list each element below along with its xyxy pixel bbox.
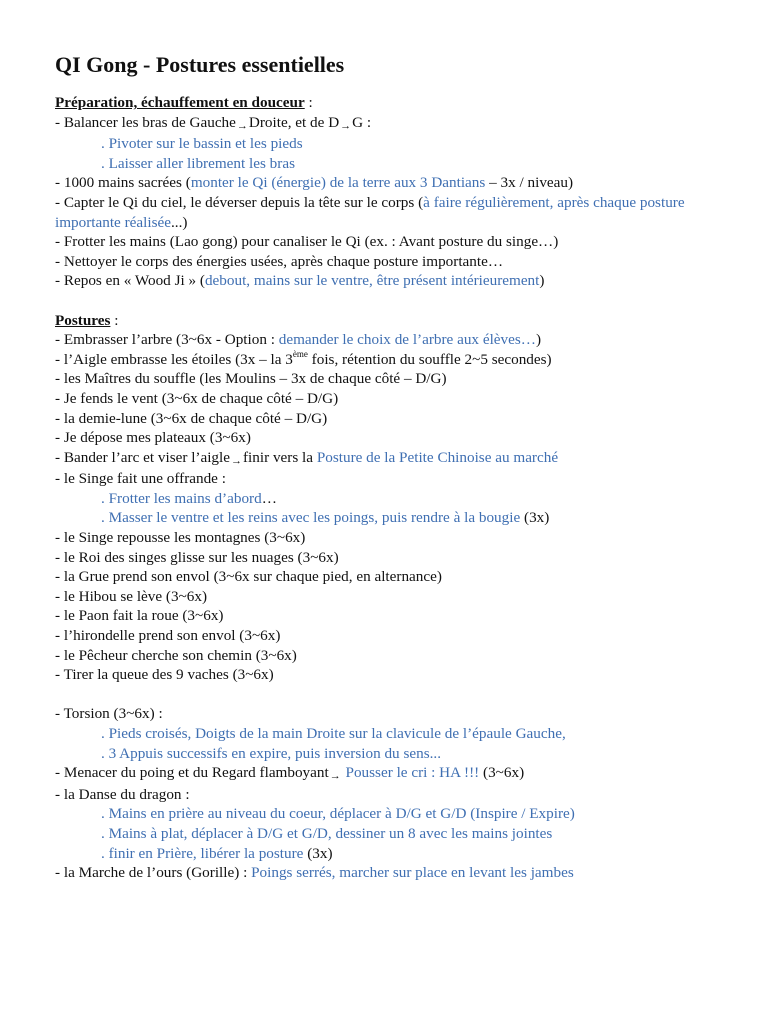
list-item: - le Roi des singes glisse sur les nuages (3~6x) bbox=[55, 548, 339, 566]
list-item: - 1000 mains sacrées (monter le Qi (énergie) de la terre aux 3 Dantians – 3x / niveau) bbox=[55, 174, 574, 192]
list-item: - Bander l’arc et viser l’aigle→finir vers la Posture de la Petite Chinoise au marché bbox=[55, 448, 559, 467]
list-item: - Nettoyer le corps des énergies usées, après chaque posture importante… bbox=[55, 252, 504, 270]
list-item: - les Maîtres du souffle (les Moulins – 3x de chaque côté – D/G) bbox=[55, 370, 447, 388]
list-item: - le Pêcheur cherche son chemin (3~6x) bbox=[55, 646, 297, 664]
arrow-icon: → bbox=[329, 770, 341, 783]
list-item: - Capter le Qi du ciel, le déverser depuis la tête sur le corps (à faire régulièrement, après chaque posture importante réalisée...) bbox=[55, 193, 685, 231]
list-item: - le Paon fait la roue (3~6x) bbox=[55, 607, 224, 625]
arrow-icon: → bbox=[236, 119, 248, 132]
list-item: - Embrasser l’arbre (3~6x - Option : demander le choix de l’arbre aux élèves…) bbox=[55, 331, 542, 349]
list-item: - Frotter les mains (Lao gong) pour canaliser le Qi (ex. : Avant posture du singe…) bbox=[55, 233, 559, 251]
document-page bbox=[55, 50, 735, 883]
list-item: - la demie-lune (3~6x de chaque côté – D/G) bbox=[55, 409, 328, 427]
list-sub-item: . Mains en prière au niveau du coeur, déplacer à D/G et G/D (Inspire / Expire) bbox=[101, 805, 575, 823]
list-item: - l’hirondelle prend son envol (3~6x) bbox=[55, 627, 281, 645]
postures-heading: Postures bbox=[55, 311, 111, 329]
preparation-heading: Préparation, échauffement en douceur bbox=[55, 94, 305, 111]
list-sub-item: . finir en Prière, libérer la posture (3x) bbox=[101, 844, 333, 862]
arrow-icon: → bbox=[340, 119, 352, 132]
postures-heading-line: Postures : bbox=[55, 311, 119, 329]
arrow-icon: → bbox=[231, 454, 242, 467]
preparation-heading-line: Préparation, échauffement en douceur : bbox=[55, 94, 313, 111]
list-item: - Je dépose mes plateaux (3~6x) bbox=[55, 429, 251, 447]
list-sub-item: . Pivoter sur le bassin et les pieds bbox=[101, 135, 303, 153]
list-item: - Tirer la queue des 9 vaches (3~6x) bbox=[55, 666, 274, 684]
list-item: - Je fends le vent (3~6x de chaque côté – D/G) bbox=[55, 389, 339, 407]
list-item: - le Singe repousse les montagnes (3~6x) bbox=[55, 529, 306, 547]
list-sub-item: . Masser le ventre et les reins avec les poings, puis rendre à la bougie (3x) bbox=[101, 509, 550, 527]
spacer bbox=[55, 291, 735, 311]
list-item: - la Grue prend son envol (3~6x sur chaque pied, en alternance) bbox=[55, 568, 442, 586]
list-sub-item: . Frotter les mains d’abord… bbox=[101, 489, 277, 507]
list-sub-item: . Pieds croisés, Doigts de la main Droite sur la clavicule de l’épaule Gauche, bbox=[101, 725, 566, 742]
list-item: - Balancer les bras de Gauche→Droite, et de D→G : bbox=[55, 113, 372, 132]
list-item: - Repos en « Wood Ji » (debout, mains sur le ventre, être présent intérieurement) bbox=[55, 272, 545, 290]
list-item: - la Marche de l’ours (Gorille) : Poings serrés, marcher sur place en levant les jambes bbox=[55, 864, 574, 882]
list-sub-item: . Mains à plat, déplacer à D/G et G/D, dessiner un 8 avec les mains jointes bbox=[101, 824, 553, 842]
list-item: - le Singe fait une offrande : bbox=[55, 470, 226, 488]
list-item: - Menacer du poing et du Regard flamboyant→ Pousser le cri : HA !!! (3~6x) bbox=[55, 764, 525, 783]
page-title: QI Gong - Postures essentielles bbox=[55, 52, 345, 77]
list-sub-item: . 3 Appuis successifs en expire, puis inversion du sens... bbox=[101, 744, 441, 762]
spacer bbox=[55, 685, 735, 705]
list-item: - la Danse du dragon : bbox=[55, 785, 190, 803]
list-item: - l’Aigle embrasse les étoiles (3x – la 3ème fois, rétention du souffle 2~5 secondes) bbox=[55, 348, 552, 368]
list-sub-item: . Laisser aller librement les bras bbox=[101, 154, 295, 172]
list-item: - Torsion (3~6x) : bbox=[55, 705, 163, 723]
list-item: - le Hibou se lève (3~6x) bbox=[55, 587, 208, 605]
